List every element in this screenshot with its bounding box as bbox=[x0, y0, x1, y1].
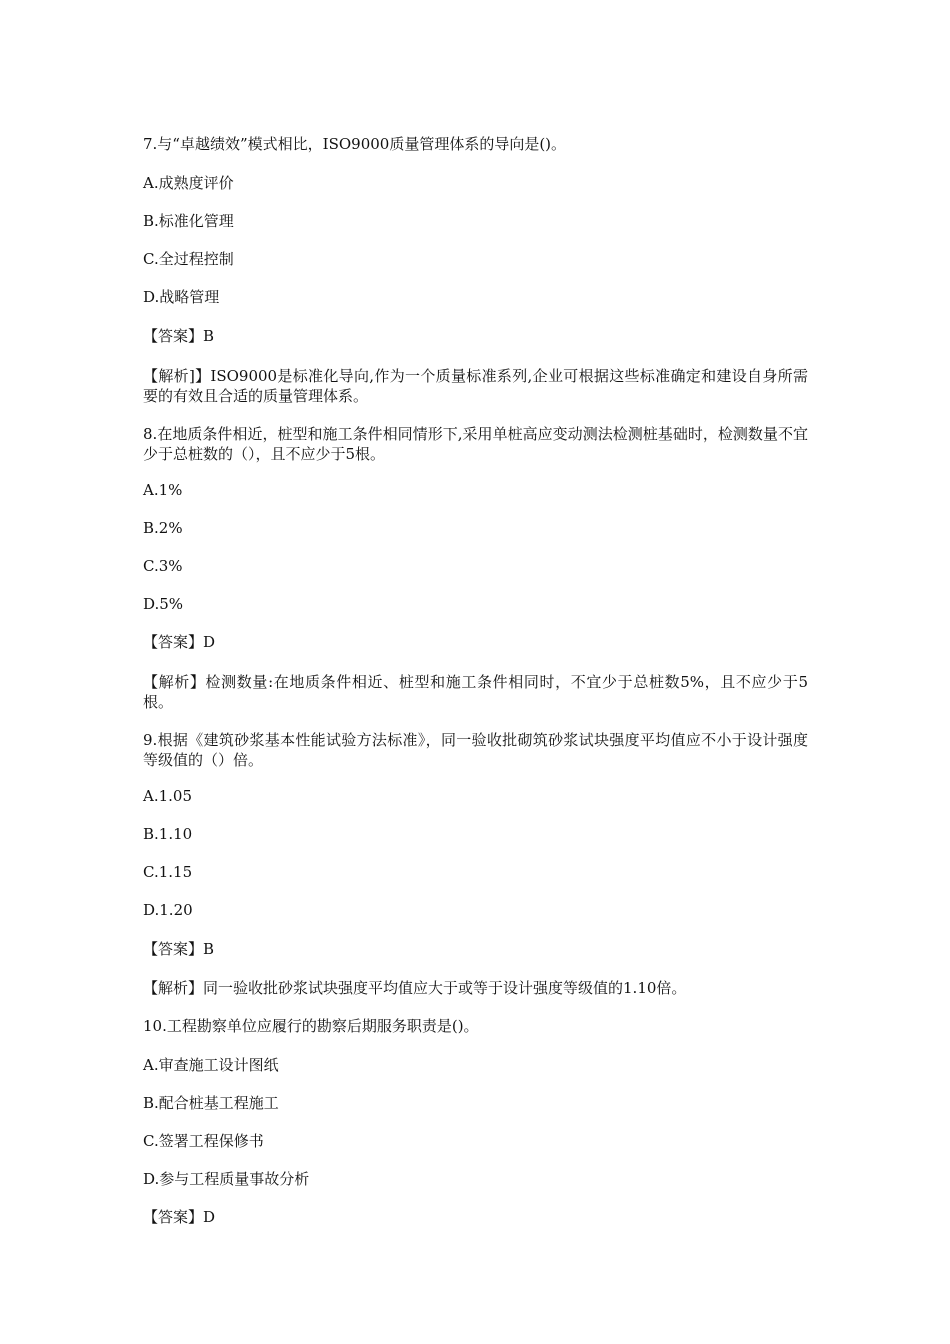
question-9-analysis: 【解析】同一验收批砂浆试块强度平均值应大于或等于设计强度等级值的1.10倍。 bbox=[143, 979, 687, 997]
question-9-option-c: C.1.15 bbox=[143, 863, 193, 881]
question-9-answer: 【答案】B bbox=[143, 940, 215, 958]
question-10-answer: 【答案】D bbox=[143, 1208, 216, 1226]
question-7-analysis: 【解析]】ISO9000是标准化导向,作为一个质量标准系列,企业可根据这些标准确定和建设自身所需要的有效且合适的质量管理体系。 bbox=[143, 367, 808, 405]
question-7-option-b: B.标准化管理 bbox=[143, 212, 234, 230]
question-7-stem: 7.与“卓越绩效”模式相比，ISO9000质量管理体系的导向是()。 bbox=[143, 135, 567, 153]
question-7-option-a: A.成熟度评价 bbox=[143, 174, 234, 192]
question-9-option-b: B.1.10 bbox=[143, 825, 193, 843]
question-8-option-b: B.2% bbox=[143, 519, 183, 537]
question-10-option-b: B.配合桩基工程施工 bbox=[143, 1094, 279, 1112]
question-7-option-c: C.全过程控制 bbox=[143, 250, 234, 268]
question-10-option-a: A.审查施工设计图纸 bbox=[143, 1056, 279, 1074]
question-8-answer: 【答案】D bbox=[143, 633, 216, 651]
question-9-option-d: D.1.20 bbox=[143, 901, 193, 919]
question-9-stem: 9.根据《建筑砂浆基本性能试验方法标准》，同一验收批砌筑砂浆试块强度平均值应不小于设计强度等级值的（）倍。 bbox=[143, 731, 808, 769]
question-9-option-a: A.1.05 bbox=[143, 787, 192, 805]
question-10-option-d: D.参与工程质量事故分析 bbox=[143, 1170, 310, 1188]
question-8-option-c: C.3% bbox=[143, 557, 183, 575]
question-7-answer: 【答案】B bbox=[143, 327, 215, 345]
question-8-option-d: D.5% bbox=[143, 595, 184, 613]
question-8-option-a: A.1% bbox=[143, 481, 183, 499]
question-8-analysis: 【解析】检测数量:在地质条件相近、桩型和施工条件相同时，不宜少于总桩数5%，且不应少于5根。 bbox=[143, 673, 808, 711]
question-10-option-c: C.签署工程保修书 bbox=[143, 1132, 264, 1150]
question-7-option-d: D.战略管理 bbox=[143, 288, 220, 306]
question-8-stem: 8.在地质条件相近，桩型和施工条件相同情形下,采用单桩高应变动测法检测桩基础时，检测数量不宜少于总桩数的（），且不应少于5根。 bbox=[143, 425, 808, 463]
question-10-stem: 10.工程勘察单位应履行的勘察后期服务职责是()。 bbox=[143, 1017, 479, 1035]
